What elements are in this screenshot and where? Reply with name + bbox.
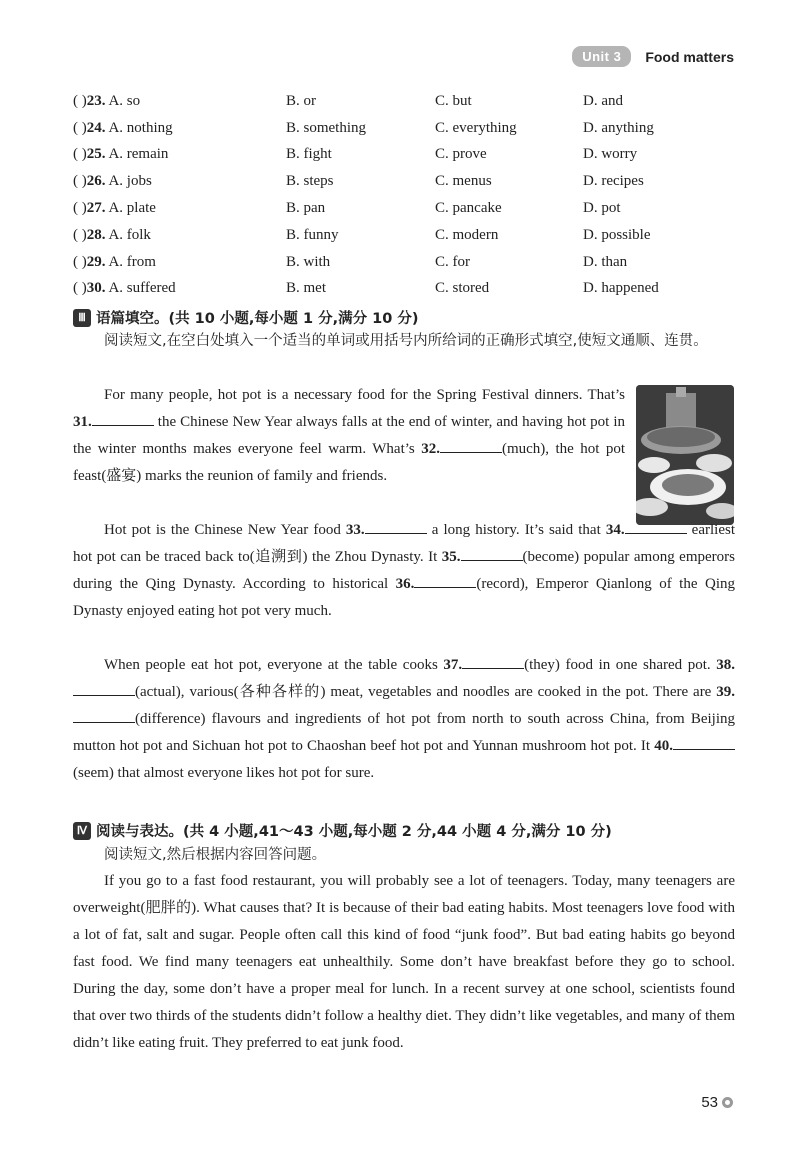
gear-icon <box>721 1096 734 1109</box>
answer-blank[interactable] <box>673 735 735 750</box>
answer-blank[interactable] <box>414 573 476 588</box>
section-3-instruction: 阅读短文,在空白处填入一个适当的单词或用括号内所给词的正确形式填空,使短文通顺、连贯。 <box>104 333 708 349</box>
answer-blank[interactable] <box>461 546 523 561</box>
question-row: ( )29. A. from B. with C. for D. than <box>73 253 628 270</box>
answer-blank[interactable] <box>365 519 427 534</box>
hot-pot-photo <box>636 385 734 525</box>
answer-blank[interactable] <box>73 708 135 723</box>
question-row: ( )25. A. remain B. fight C. prove D. worry <box>73 146 638 163</box>
question-row: ( )27. A. plate B. pan C. pancake D. pot <box>73 200 621 217</box>
page-number: 53 <box>701 1094 734 1111</box>
passage-paragraph: Hot pot is the Chinese New Year food 33. a long history. It’s said that 34. earliest hot pot can be traced back to(追溯到) the Zhou Dynasty. It 35. (become) popular among emperors during the Qing Dynasty. According to historical 36. (record), Emperor Qianlong of the Qing Dynasty enjoyed eating hot pot very much. <box>73 517 735 625</box>
passage-paragraph: If you go to a fast food restaurant, you will probably see a lot of teenagers. Today, many teenagers are overweight(肥胖的). What causes that? It is because of their bad eating habits. Most teenagers love food with a lot of fat, salt and sugar. People often call this kind of food “junk food”. But bad eating habits go beyond fast food. We find many teenagers eat unhealthily. Some don’t have breakfast before they go to school. During the day, some don’t have a proper meal for lunch. In a recent survey at one school, scientists found that over two thirds of the students didn’t follow a healthy diet. They didn’t like vegetables, and many of them didn’t like eating fruit. They preferred to eat junk food. <box>73 873 735 1051</box>
answer-blank[interactable] <box>625 519 687 534</box>
unit-title: Food matters <box>645 48 734 65</box>
page-header <box>572 46 734 67</box>
passage-paragraph: When people eat hot pot, everyone at the table cooks 37. (they) food in one shared pot. 38.(actual), various(各种各样的) meat, vegetables and noodles are cooked in the pot. There are 39.(difference) flavours and ingredients of hot pot from north to south across China, from Beijing mutton hot pot and Sichuan hot pot to Chaoshan beef hot pot and Yunnan mushroom hot pot. It 40.(seem) that almost everyone likes hot pot for sure. <box>73 652 735 787</box>
unit-badge: Unit 3 <box>572 46 631 67</box>
section-3-icon: Ⅲ <box>73 309 91 327</box>
answer-blank[interactable] <box>92 411 154 426</box>
passage-paragraph: For many people, hot pot is a necessary food for the Spring Festival dinners. That’s 31. the Chinese New Year always falls at the end of winter, and having hot pot in the winter months makes everyone feel warm. What’s 32. (much), the hot pot feast(盛宴) marks the reunion of family and friends. <box>73 387 625 484</box>
question-row: ( )26. A. jobs B. steps C. menus D. recipes <box>73 173 644 190</box>
section-4-instruction: 阅读短文,然后根据内容回答问题。 <box>104 847 327 863</box>
question-row: ( )24. A. nothing B. something C. everything D. anything <box>73 119 654 136</box>
section-4-heading: Ⅳ 阅读与表达。(共 4 小题,41～43 小题,每小题 2 分,44 小题 4 分,满分 10 分) <box>73 820 612 841</box>
answer-blank[interactable] <box>462 654 524 669</box>
answer-blank[interactable] <box>440 438 502 453</box>
answer-blank[interactable] <box>73 681 135 696</box>
question-row: ( )28. A. folk B. funny C. modern D. possible <box>73 226 651 243</box>
question-row: ( )30. A. suffered B. met C. stored D. happened <box>73 280 659 297</box>
section-3-heading: Ⅲ 语篇填空。(共 10 小题,每小题 1 分,满分 10 分) <box>73 307 419 328</box>
multiple-choice-options <box>73 88 733 302</box>
question-row: ( )23. A. so B. or C. but D. and <box>73 92 623 109</box>
section-4-icon: Ⅳ <box>73 822 91 840</box>
